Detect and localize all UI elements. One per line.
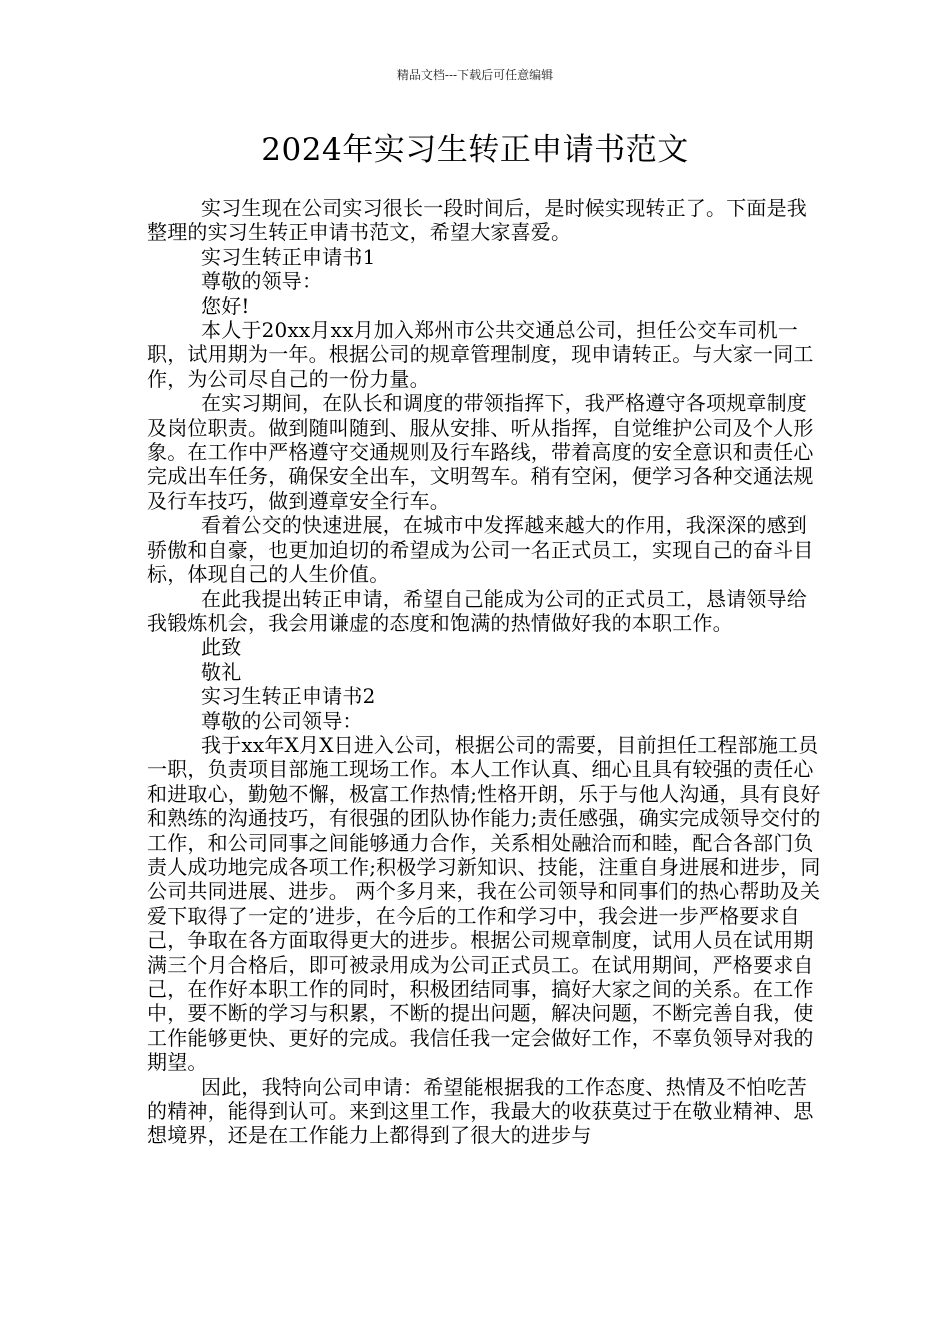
paragraph: 实习生转正申请书2 bbox=[201, 684, 376, 709]
paragraph: 此致 bbox=[201, 635, 242, 660]
paragraph: 因此，我特向公司申请：希望能根据我的工作态度、热情及不怕吃苦的精神，能得到认可。来到这里工作，我最大的收获莫过于在敬业精神、思想境界，还是在工作能力上都得到了很大的进步与 bbox=[147, 1074, 814, 1148]
paragraph: 实习生现在公司实习很长一段时间后，是时候实现转正了。下面是我整理的实习生转正申请书范文，希望大家喜爱。 bbox=[147, 196, 807, 245]
paragraph: 您好! bbox=[201, 293, 250, 318]
paragraph: 实习生转正申请书1 bbox=[201, 244, 376, 269]
paragraph: 看着公交的快速进展，在城市中发挥越来越大的作用，我深深的感到骄傲和自豪，也更加迫切的希望成为公司一名正式员工，实现自己的奋斗目标，体现自己的人生价值。 bbox=[147, 513, 814, 587]
paragraph: 尊敬的领导： bbox=[201, 269, 323, 294]
header-note: 精品文档---下载后可任意编辑 bbox=[396, 68, 554, 82]
paragraph: 本人于20xx月xx月加入郑州市公共交通总公司，担任公交车司机一职，试用期为一年。根据公司的规章管理制度，现申请转正。与大家一同工作，为公司尽自己的一份力量。 bbox=[147, 318, 814, 391]
paragraph: 在实习期间，在队长和调度的带领指挥下，我严格遵守各项规章制度及岗位职责。做到随叫随到、服从安排、听从指挥，自觉维护公司及个人形象。在工作中严格遵守交通规则及行车路线，带着高度的安全意识和责任心完成出车任务，确保安全出车，文明驾车。稍有空闲，便学习各种交通法规及行车技巧，做到遵章安全行车。 bbox=[147, 391, 814, 513]
paragraph: 在此我提出转正申请，希望自己能成为公司的正式员工，恳请领导给我锻炼机会，我会用谦虚的态度和饱满的热情做好我的本职工作。 bbox=[147, 586, 807, 635]
paragraph: 尊敬的公司领导： bbox=[201, 708, 363, 733]
paragraph: 敬礼 bbox=[201, 659, 242, 684]
document-body bbox=[147, 196, 827, 1148]
paragraph: 我于xx年X月X日进入公司，根据公司的需要，目前担任工程部施工员一职，负责项目部施工现场工作。本人工作认真、细心且具有较强的责任心和进取心，勤勉不懈，极富工作热情;性格开朗，乐于与他人沟通，具有良好和熟练的沟通技巧，有很强的团队协作能力;责任感强，确实完成领导交付的工作，和公司同事之间能够通力合作，关系相处融洽而和睦，配合各部门负责人成功地完成各项工作;积极学习新知识、技能，注重自身进展和进步，同公司共同进展、进步。 两个多月来，我在公司领导和同事们的热心帮助及关爱下取得了一定的’进步，在今后的工作和学习中，我会进一步严格要求自己，争取在各方面取得更大的进步。根据公司规章制度，试用人员在试用期满三个月合格后，即可被录用成为公司正式员工。在试用期间，严格要求自己，在作好本职工作的同时，积极团结同事，搞好大家之间的关系。在工作中，要不断的学习与积累，不断的提出问题，解决问题，不断完善自我，使工作能够更快、更好的完成。我信任我一定会做好工作，不辜负领导对我的期望。 bbox=[147, 732, 821, 1075]
document-title: 2024年实习生转正申请书范文 bbox=[261, 132, 689, 168]
